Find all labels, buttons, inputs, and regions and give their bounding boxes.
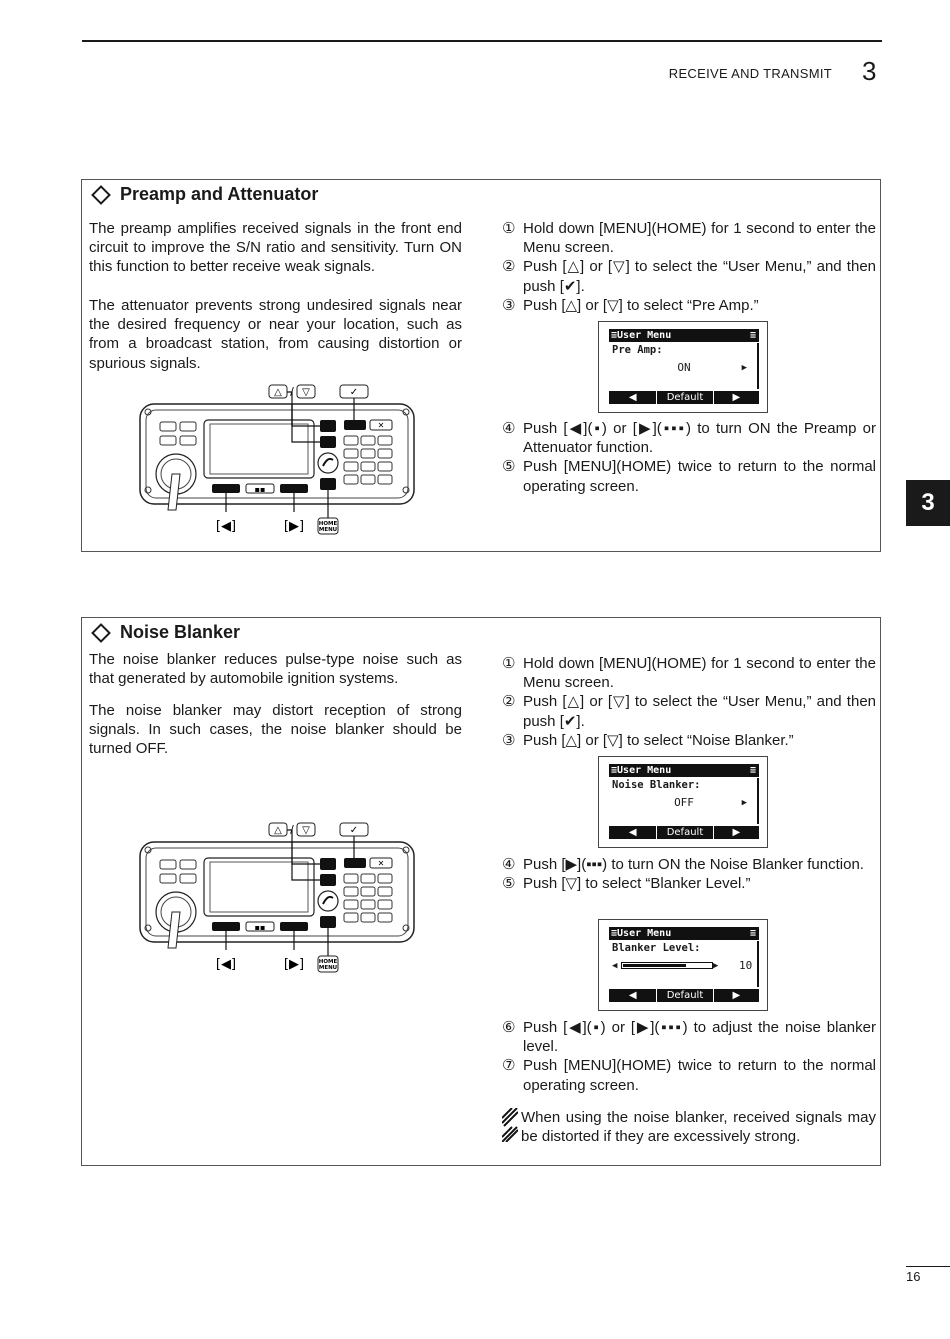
level-left-arrow: ◀ <box>612 961 618 971</box>
soft-left-arrow[interactable]: ◀ <box>628 990 637 1001</box>
soft-default[interactable]: Default <box>656 391 713 404</box>
right-key-label: [▶] <box>283 519 305 534</box>
step-item: ① Hold down [MENU](HOME) for 1 second to enter the Menu screen. <box>502 654 876 692</box>
preamp-para-2: The attenuator prevents strong undesired signals near the desired frequency or near your location, such as from a broadcast station, from causing distortion or spurious signals. <box>89 297 462 372</box>
step-item: ① Hold down [MENU](HOME) for 1 second to enter the Menu screen. <box>502 219 876 257</box>
step-item: ④ Push [◀](▪) or [▶](▪▪▪) to turn ON the Preamp or Attenuator function. <box>502 419 876 457</box>
step-item: ⑦ Push [MENU](HOME) twice to return to the normal operating screen. <box>502 1056 876 1094</box>
svg-text:△: △ <box>274 825 282 836</box>
preamp-heading <box>90 184 318 205</box>
lcd-title: User Menu <box>617 765 672 776</box>
preamp-section <box>81 179 881 552</box>
svg-text:✕: ✕ <box>377 859 385 868</box>
lcd-value: 10 <box>739 959 753 972</box>
step-item: ② Push [△] or [▽] to select the “User Menu,” and then push [✔]. <box>502 692 876 730</box>
lcd-blanker-level: ≡User Menu ≡ Blanker Level: ◀ ▶ 10 ◀ Default ▶ <box>598 919 768 1011</box>
soft-default[interactable]: Default <box>656 826 713 839</box>
lcd-softkeys <box>609 826 759 839</box>
lcd-scrollbar <box>757 778 759 824</box>
blanker-heading <box>90 622 240 643</box>
level-bar[interactable] <box>621 962 713 969</box>
lcd-scrollbar <box>757 343 759 389</box>
chapter-tab[interactable]: 3 <box>906 480 950 526</box>
left-key-label: [◀] <box>215 519 237 534</box>
soft-left-arrow[interactable]: ◀ <box>628 392 637 403</box>
note-text: When using the noise blanker, received signals may be distorted if they are excessively strong. <box>521 1109 876 1146</box>
note-block <box>502 1108 876 1146</box>
lcd-item: Blanker Level: <box>612 942 701 954</box>
svg-text:MENU: MENU <box>318 527 338 533</box>
diamond-icon <box>91 623 111 643</box>
step-item: ⑤ Push [MENU](HOME) twice to return to the normal operating screen. <box>502 457 876 495</box>
lcd-pre-amp: ≡User Menu ≡ Pre Amp: ON ▶ ◀ Default ▶ <box>598 321 768 413</box>
soft-default[interactable]: Default <box>656 989 713 1002</box>
step-item: ③ Push [△] or [▽] to select “Pre Amp.” <box>502 295 759 314</box>
lcd-value: ON <box>677 361 691 374</box>
blanker-steps-a <box>502 654 876 750</box>
level-bar-fill <box>623 964 686 967</box>
lcd-title: User Menu <box>617 330 672 341</box>
blanker-steps-b <box>502 855 876 893</box>
lcd-item: Noise Blanker: <box>612 779 701 791</box>
preamp-title: Preamp and Attenuator <box>120 184 319 204</box>
soft-right-arrow[interactable]: ▶ <box>732 990 741 1001</box>
soft-right-arrow[interactable]: ▶ <box>732 827 741 838</box>
check-key-glyph: ✓ <box>349 387 359 398</box>
svg-text:/: / <box>290 823 294 836</box>
soft-left-arrow[interactable]: ◀ <box>628 827 637 838</box>
page-number-rule <box>906 1266 950 1267</box>
up-key-glyph: △ <box>274 387 282 398</box>
lcd-item: Pre Amp: <box>612 344 663 356</box>
running-header-title: RECEIVE AND TRANSMIT <box>668 66 832 81</box>
lcd-softkeys <box>609 989 759 1002</box>
svg-text:✓: ✓ <box>349 825 359 836</box>
soft-right-arrow[interactable]: ▶ <box>732 392 741 403</box>
svg-text:▽: ▽ <box>302 825 310 836</box>
svg-text:HOME: HOME <box>318 521 338 527</box>
svg-text:MENU: MENU <box>318 965 338 971</box>
svg-text:▪▪: ▪▪ <box>254 485 266 494</box>
page-number: 16 <box>906 1269 921 1284</box>
level-right-arrow: ▶ <box>713 961 719 971</box>
blanker-title: Noise Blanker <box>120 622 241 642</box>
lcd-title: User Menu <box>617 928 672 939</box>
lcd-value: OFF <box>674 796 694 809</box>
preamp-steps-b <box>502 419 876 496</box>
step-item: ② Push [△] or [▽] to select the “User Menu,” and then push [✔]. <box>502 257 876 295</box>
step-item: ⑥ Push [◀](▪) or [▶](▪▪▪) to adjust the noise blanker level. <box>502 1018 876 1056</box>
right-key-label: [▶] <box>283 957 305 972</box>
step-item: ③ Push [△] or [▽] to select “Noise Blanker.” <box>502 730 794 749</box>
preamp-para-1: The preamp amplifies received signals in the front end circuit to improve the S/N ratio and sensitivity. Turn ON this function to better receive weak signals. <box>89 220 462 276</box>
header-rule <box>82 40 882 42</box>
lcd-softkeys <box>609 391 759 404</box>
radio-panel-diagram <box>132 818 422 978</box>
running-header-chapter: 3 <box>862 56 877 86</box>
svg-text:✕: ✕ <box>377 421 385 430</box>
radio-panel-diagram <box>132 380 422 540</box>
blanker-steps-c <box>502 1018 876 1095</box>
preamp-steps-a <box>502 219 876 315</box>
diamond-icon <box>91 185 111 205</box>
svg-text:HOME: HOME <box>318 959 338 965</box>
note-hatch-icon <box>502 1108 518 1142</box>
svg-text:▪▪: ▪▪ <box>254 923 266 932</box>
blanker-para-1: The noise blanker reduces pulse-type noise such as that generated by automobile ignition systems. <box>89 651 462 688</box>
slash-label: / <box>290 385 294 398</box>
noise-blanker-section <box>81 617 881 1166</box>
lcd-noise-blanker: ≡User Menu ≡ Noise Blanker: OFF ▶ ◀ Default ▶ <box>598 756 768 848</box>
down-key-glyph: ▽ <box>302 387 310 398</box>
blanker-para-2: The noise blanker may distort reception of strong signals. In such cases, the noise blanker should be turned OFF. <box>89 702 462 758</box>
step-item: ⑤ Push [▽] to select “Blanker Level.” <box>502 874 751 893</box>
lcd-scrollbar <box>757 941 759 987</box>
left-key-label: [◀] <box>215 957 237 972</box>
step-item: ④ Push [▶](▪▪▪) to turn ON the Noise Blanker function. <box>502 855 864 873</box>
